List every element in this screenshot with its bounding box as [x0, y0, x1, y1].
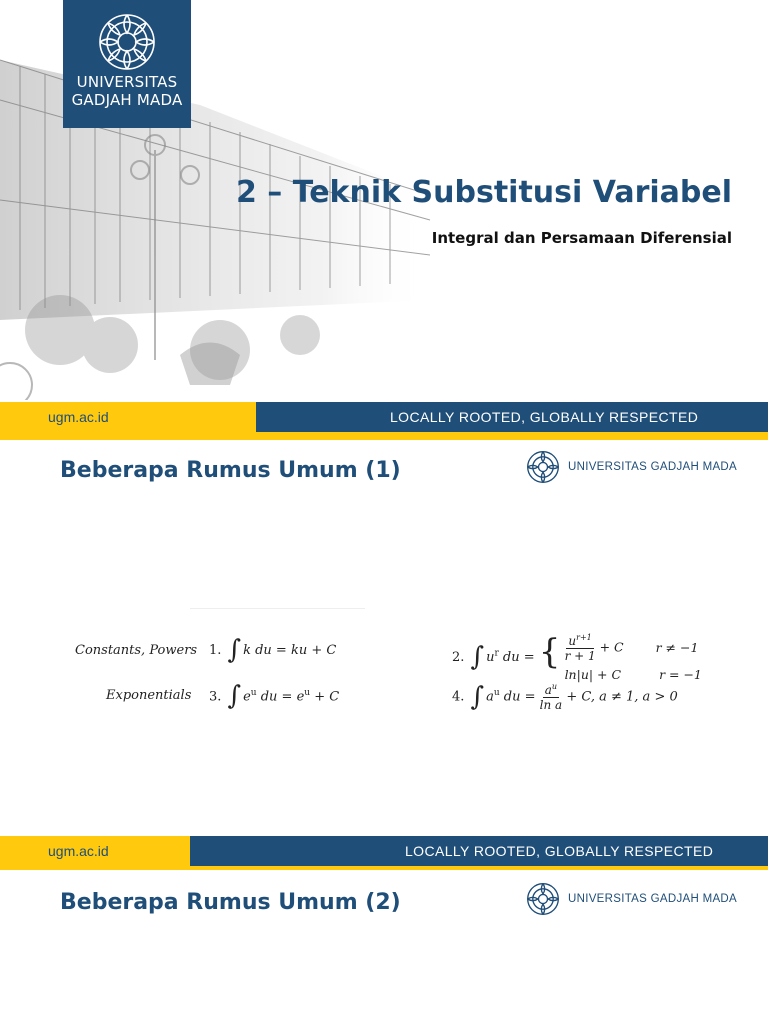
footer-tagline-bar — [256, 402, 768, 432]
ugm-seal-icon — [526, 882, 560, 916]
university-name: UNIVERSITAS GADJAH MADA — [568, 461, 737, 473]
footer-band — [0, 836, 768, 870]
case1-numerator: u — [568, 634, 577, 648]
formula-body: k du = ku + C — [243, 643, 337, 658]
integral-sign: ∫ — [470, 642, 485, 672]
footer-url: ugm.ac.id — [48, 843, 109, 859]
formula-4: 4. ∫ $a^u$ du = $\frac{a^u}{\text{ln a}}$ + C, a ≠ 1, a > 0 — [452, 681, 678, 712]
ugm-logo-small — [526, 450, 737, 484]
ugm-logo-small — [526, 882, 737, 916]
integral-sign: ∫ — [227, 681, 242, 712]
slide-title: 2 – Teknik Substitusi Variabel — [235, 175, 732, 210]
formula-number: 4. — [452, 689, 465, 705]
slide-heading: Beberapa Rumus Umum (1) — [60, 458, 401, 483]
formula-tail: + C, a ≠ 1, a > 0 — [566, 689, 678, 705]
case1-denominator: r + 1 — [564, 649, 596, 663]
case2-expression: ln|u| + C — [564, 667, 622, 682]
formula-1 — [209, 635, 337, 665]
case2-condition: r = −1 — [659, 667, 702, 682]
integral-sign: ∫ — [227, 635, 242, 665]
footer-tagline: LOCALLY ROOTED, GLOBALLY RESPECTED — [390, 409, 699, 425]
formula-number: 1. — [209, 643, 222, 658]
fraction-numerator: a — [544, 683, 552, 697]
case1-condition: r ≠ −1 — [655, 639, 699, 655]
ugm-logo-block — [63, 0, 191, 128]
formula-body: u — [486, 650, 495, 665]
university-name: UNIVERSITAS GADJAH MADA — [568, 893, 737, 905]
logo-text-line1: UNIVERSITAS — [76, 73, 178, 91]
footer-tagline: LOCALLY ROOTED, GLOBALLY RESPECTED — [405, 843, 714, 859]
ugm-seal-icon — [526, 450, 560, 484]
logo-text-line2: GADJAH MADA — [71, 91, 183, 109]
divider — [190, 608, 365, 609]
title-slide — [0, 0, 768, 440]
footer-tagline-bar — [190, 836, 768, 866]
formula-slide-1 — [0, 444, 768, 870]
fraction-denominator: ln a — [539, 698, 563, 712]
case-brace: { — [538, 632, 561, 672]
label-constants-powers: Constants, Powers — [75, 643, 198, 658]
case1-tail: + C — [599, 639, 624, 655]
formula-slide-2 — [0, 872, 768, 1024]
ugm-seal-icon — [97, 12, 157, 72]
label-exponentials: Exponentials — [106, 688, 192, 703]
formula-2: 2. ∫ $u^r$ du = { $\frac{u^{r+1}}{r + 1}$ + C r ≠ −1 ln|u| + C r = −1 — [452, 632, 702, 682]
footer-band — [0, 402, 768, 440]
slide-subtitle: Integral dan Persamaan Diferensial — [431, 229, 732, 247]
formula-body: e — [243, 689, 251, 705]
formula-number: 3. — [209, 689, 222, 705]
slide-heading: Beberapa Rumus Umum (2) — [60, 890, 401, 915]
formula-3: 3. ∫ $e^u$ du = $e^u + C$ — [209, 681, 340, 712]
integral-sign: ∫ — [470, 681, 485, 712]
footer-url: ugm.ac.id — [48, 409, 109, 425]
formula-number: 2. — [452, 650, 465, 665]
